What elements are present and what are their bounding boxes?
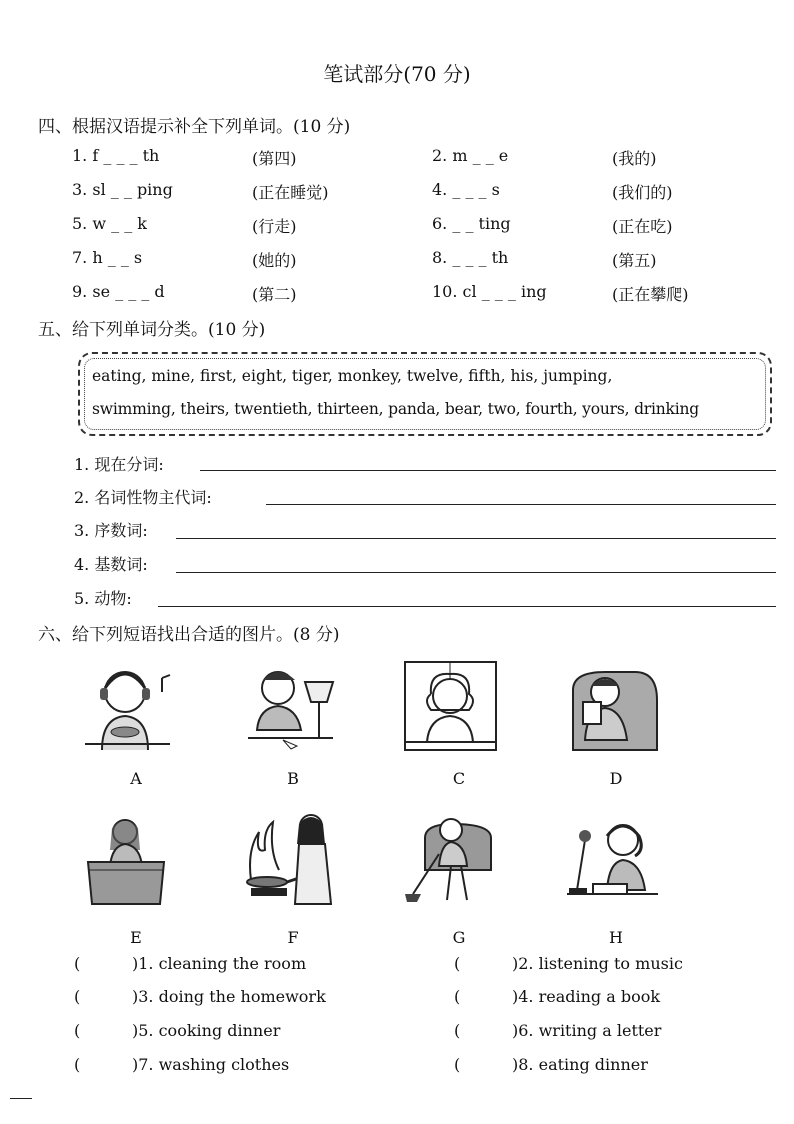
answer-line-5[interactable]: [158, 606, 776, 607]
fill-hint-6: (正在吃): [612, 217, 673, 236]
woman-cooking-at-stove-icon: [243, 810, 338, 905]
phrase-2: )2. listening to music: [512, 954, 683, 973]
girl-with-headphones-eating-icon: [80, 660, 175, 755]
fill-hint-3: (正在睡觉): [252, 183, 329, 202]
fill-word-6: 6. _ _ ting: [432, 214, 511, 233]
answer-line-2[interactable]: [266, 504, 776, 505]
woman-washing-clothes-icon: [80, 810, 175, 905]
phrase-1: )1. cleaning the room: [132, 954, 307, 973]
word-bank-line-2: swimming, theirs, twentieth, thirteen, panda, bear, two, fourth, yours, drinking: [92, 400, 699, 418]
fill-hint-5: (行走): [252, 217, 297, 236]
picture-label-f: F: [287, 928, 299, 947]
fill-word-9: 9. se _ _ _ d: [72, 282, 165, 301]
answer-paren-2[interactable]: (: [454, 954, 461, 973]
phrase-6: )6. writing a letter: [512, 1021, 662, 1040]
answer-paren-3[interactable]: (: [74, 987, 81, 1006]
fill-hint-7: (她的): [252, 251, 297, 270]
phrase-3: )3. doing the homework: [132, 987, 326, 1006]
fill-hint-9: (第二): [252, 285, 297, 304]
picture-label-a: A: [130, 769, 142, 788]
answer-paren-7[interactable]: (: [74, 1055, 81, 1074]
answer-paren-8[interactable]: (: [454, 1055, 461, 1074]
fill-word-3: 3. sl _ _ ping: [72, 180, 173, 199]
answer-paren-5[interactable]: (: [74, 1021, 81, 1040]
fill-hint-1: (第四): [252, 149, 297, 168]
fill-hint-8: (第五): [612, 251, 657, 270]
phrase-8: )8. eating dinner: [512, 1055, 648, 1074]
fill-word-2: 2. m _ _ e: [432, 146, 509, 165]
fill-word-8: 8. _ _ _ th: [432, 248, 509, 267]
boy-reading-in-armchair-icon: [565, 660, 660, 755]
page-title: 笔试部分(70 分): [323, 62, 471, 86]
girl-writing-by-window-icon: [403, 660, 498, 755]
answer-paren-1[interactable]: (: [74, 954, 81, 973]
picture-label-h: H: [609, 928, 623, 947]
phrase-7: )7. washing clothes: [132, 1055, 290, 1074]
category-label-5: 5. 动物:: [74, 589, 132, 608]
category-label-3: 3. 序数词:: [74, 521, 148, 540]
girl-sweeping-floor-icon: [403, 810, 498, 905]
picture-label-g: G: [452, 928, 466, 947]
answer-paren-6[interactable]: (: [454, 1021, 461, 1040]
fill-word-7: 7. h _ _ s: [72, 248, 143, 267]
fill-word-1: 1. f _ _ _ th: [72, 146, 160, 165]
fill-word-5: 5. w _ _ k: [72, 214, 147, 233]
fill-word-4: 4. _ _ _ s: [432, 180, 500, 199]
picture-label-e: E: [130, 928, 142, 947]
phrase-5: )5. cooking dinner: [132, 1021, 281, 1040]
category-label-2: 2. 名词性物主代词:: [74, 488, 212, 507]
word-bank-line-1: eating, mine, first, eight, tiger, monkey, twelve, fifth, his, jumping,: [92, 367, 613, 385]
category-label-4: 4. 基数词:: [74, 555, 148, 574]
page-footer-mark: [10, 1098, 32, 1099]
fill-word-10: 10. cl _ _ _ ing: [432, 282, 547, 301]
section-5-heading: 五、给下列单词分类。(10 分): [38, 320, 266, 340]
picture-label-b: B: [287, 769, 299, 788]
fill-hint-10: (正在攀爬): [612, 285, 689, 304]
answer-line-4[interactable]: [176, 572, 776, 573]
section-4-heading: 四、根据汉语提示补全下列单词。(10 分): [38, 117, 351, 137]
girl-doing-homework-icon: [565, 810, 660, 905]
section-6-heading: 六、给下列短语找出合适的图片。(8 分): [38, 625, 340, 645]
phrase-4: )4. reading a book: [512, 987, 661, 1006]
picture-label-d: D: [609, 769, 623, 788]
picture-label-c: C: [452, 769, 466, 788]
answer-line-1[interactable]: [200, 470, 776, 471]
word-bank-box: [78, 352, 772, 436]
category-label-1: 1. 现在分词:: [74, 455, 164, 474]
answer-line-3[interactable]: [176, 538, 776, 539]
fill-hint-2: (我的): [612, 149, 657, 168]
answer-paren-4[interactable]: (: [454, 987, 461, 1006]
boy-writing-under-lamp-icon: [243, 660, 338, 755]
fill-hint-4: (我们的): [612, 183, 673, 202]
